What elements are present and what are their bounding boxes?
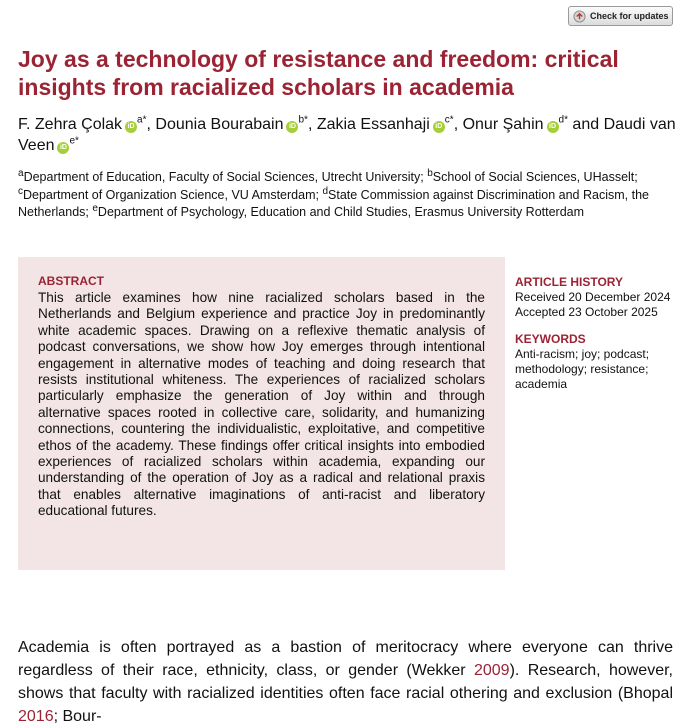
orcid-icon[interactable]: iD: [286, 121, 298, 133]
received-date: Received 20 December 2024: [515, 290, 671, 304]
citation-link[interactable]: 2009: [473, 662, 510, 679]
abstract-heading: ABSTRACT: [38, 274, 104, 288]
author: Onur Şahin $iD^{d*}$ and: [462, 114, 604, 133]
article-history-heading: ARTICLE HISTORY: [515, 275, 624, 289]
article-title: Joy as a technology of resistance and freedom: critical insights from racialized scholars in academia: [18, 46, 619, 100]
author: F. Zehra Çolak $iD^{a*}$,: [18, 114, 156, 133]
check-updates-icon: [573, 10, 586, 23]
keywords-text: Anti-racism; joy; podcast; methodology; resistance; academia: [515, 347, 650, 391]
author: Zakia Essanhaji $iD^{c*}$,: [316, 114, 463, 133]
author: Dounia Bourabain $iD^{b*}$,: [155, 114, 317, 133]
article-sidebar: [515, 275, 685, 392]
orcid-icon[interactable]: iD: [125, 121, 137, 133]
author-list: [18, 114, 688, 156]
orcid-icon[interactable]: iD: [547, 121, 559, 133]
orcid-icon[interactable]: iD: [433, 121, 445, 133]
accepted-date: Accepted 23 October 2025: [515, 305, 658, 319]
check-for-updates-button[interactable]: [568, 6, 673, 26]
author: Daudi van Veen $iD^{e*}$: [18, 116, 676, 154]
body-paragraph: Academia is often portrayed as a bastion of meritocracy where everyone can thrive regardless of their race, ethnicity, class, or gender (Wekker 2009). Research, however, shows that faculty with racialized identities often face racial othering and exclusion (Bhopal 2016; Bour-: [18, 639, 673, 725]
citation-link[interactable]: 2016: [18, 708, 54, 725]
abstract-box: [18, 257, 505, 570]
check-updates-label: Check for updates: [590, 11, 669, 21]
keywords-heading: KEYWORDS: [515, 332, 586, 346]
orcid-icon[interactable]: iD: [57, 142, 69, 154]
affiliations: $^a$Department of Education, Faculty of Social Sciences, Utrecht University; $^b$School of Social Sciences, UHasselt; $^c$Department of Organization Science, VU Amsterdam; $^d$State Commission against Discrimination and Racism, the Netherlands; $^e$Department of Psychology, Education and Child Studies, Erasmus University Rotterdam: [18, 167, 649, 220]
abstract-text: This article examines how nine racialized scholars based in the Netherlands and Belgium experience and practice Joy in predominantly white academic spaces. Drawing on a reflexive thematic analysis of podcast conversations, we show how Joy emerges through intentional engagement in alternative modes of teaching and doing research that resists institutional whiteness. The experiences of racialized scholars particularly emphasize the generation of Joy within and through alternative spaces rooted in collective care, solidarity, and humanizing connections, countering the individualistic, exploitative, and competitive ethos of the academy. These findings offer critical insights into embodied experiences of racialized scholars within academia, expanding our understanding of the operation of Joy as a radical and relational praxis that enables alternative imaginations of anti-racist and liberatory educational futures.: [38, 290, 485, 519]
